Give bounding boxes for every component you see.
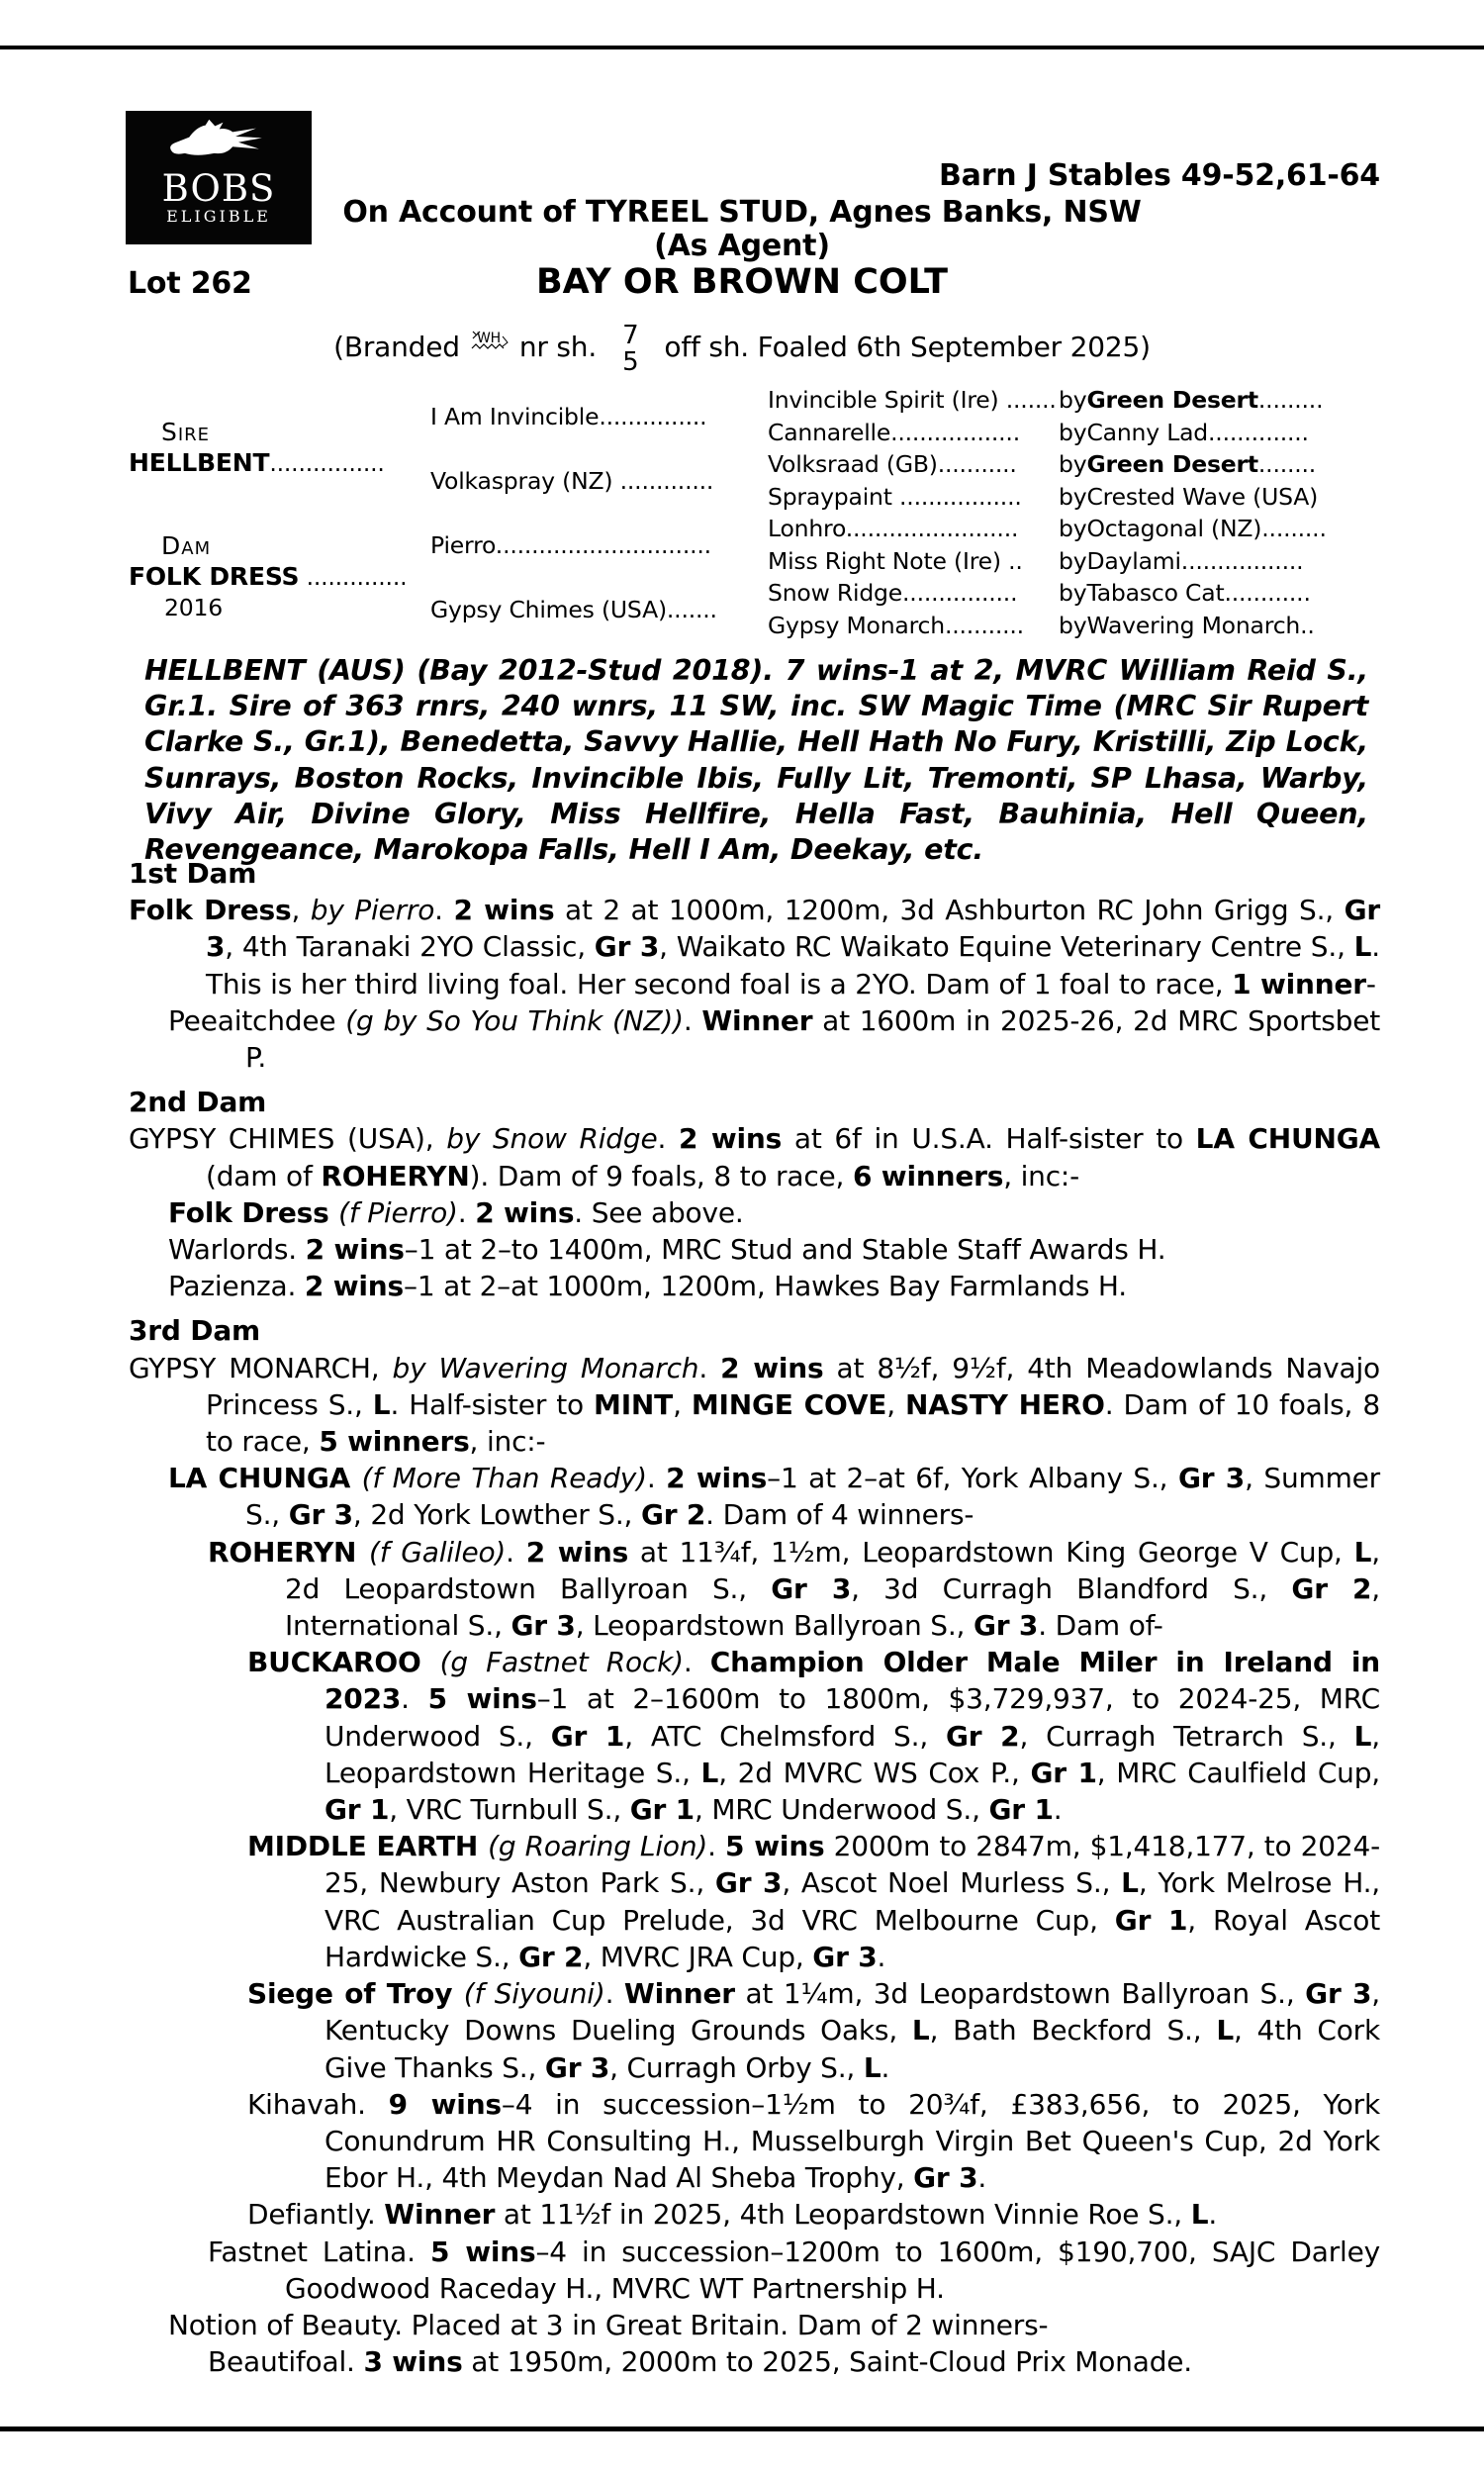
text-run: , <box>673 1387 692 1421</box>
by-text: by <box>1059 546 1087 575</box>
text-run: –4 in succession–1200m to 1600m, $190,700, SAJC Darley Goodwood Raceday H., MVRC WT Partnership H. <box>285 2235 1380 2305</box>
text-run: MINGE COVE <box>691 1387 887 1421</box>
text-run: , International S., <box>285 1571 1380 1643</box>
text-run: 5 wins <box>429 2235 536 2268</box>
top-rule <box>0 46 1484 49</box>
text-run: Gr 3 <box>1305 1977 1372 2011</box>
text-run: ). Dam of 9 foals, 8 to race, <box>469 1159 853 1192</box>
text-run: by Snow Ridge <box>446 1122 658 1156</box>
text-run: L <box>1353 1535 1372 1569</box>
text-run: Notion of Beauty. Placed at 3 in Great Britain. Dam of 2 winners- <box>168 2308 1049 2341</box>
text-run: Gr 3 <box>288 1498 353 1532</box>
dam-year: 2016 <box>164 594 224 621</box>
text-run: , Kentucky Downs Dueling Grounds Oaks, <box>325 1977 1380 2047</box>
text-run: –1 at 2–1600m to 1800m, $3,729,937, to 2024-25, MRC Underwood S., <box>325 1682 1380 1753</box>
page-title: BAY OR BROWN COLT <box>535 262 949 302</box>
brand-number-fraction <box>622 323 638 376</box>
text-run: L <box>911 2014 930 2047</box>
text-run: at 8½f, 9½f, 4th Meadowlands Navajo Princess S., <box>206 1351 1380 1421</box>
branded-near-shoulder: nr sh. <box>518 330 598 363</box>
text-run: L <box>372 1387 391 1421</box>
text-run: 1 winner <box>1232 967 1366 1000</box>
entry-peeaitchdee <box>129 1002 1380 1076</box>
text-run: . <box>881 2050 890 2084</box>
leader-dots: ............ <box>1224 579 1311 608</box>
text-run: Defiantly. <box>247 2198 385 2232</box>
text-run: , Curragh Tetrarch S., <box>1019 1719 1354 1753</box>
text-run: . <box>457 1195 476 1229</box>
text-run: Gr 3 <box>771 1571 852 1605</box>
leader-dots: ................. <box>1180 546 1304 575</box>
text-run: . <box>401 1682 428 1716</box>
text-run: (f Siyouni) <box>463 1977 605 2011</box>
branded-line <box>0 313 1484 380</box>
sire-name-text: HELLBENT <box>129 448 270 477</box>
by-text: by <box>1059 386 1087 415</box>
text-run: Winner <box>623 1977 735 2011</box>
text-run: 2 wins <box>678 1122 783 1156</box>
text-run: Gr 1 <box>1030 1756 1097 1789</box>
text-run: L <box>1216 2014 1234 2047</box>
text-run: Winner <box>701 1003 813 1037</box>
text-run: –1 at 2–to 1400m, MRC Stud and Stable Staff Awards H. <box>404 1233 1166 1267</box>
text-run: , Leopardstown Ballyroan S., <box>575 1609 974 1643</box>
text-run: (dam of <box>206 1159 322 1192</box>
text-run: Gr 1 <box>1114 1903 1188 1937</box>
text-run: Pazienza. <box>168 1270 305 1303</box>
text-run: Gr 2 <box>518 1940 584 1973</box>
gen3-sired-by <box>1059 577 1380 610</box>
text-run: Gr 2 <box>1291 1571 1372 1605</box>
dam-section-heading: 3rd Dam <box>129 1314 260 1348</box>
text-run: GYPSY CHIMES (USA), <box>129 1122 447 1156</box>
text-run: MIDDLE EARTH <box>247 1830 489 1863</box>
text-run: Siege of Troy <box>247 1977 464 2011</box>
text-run: at 11¾f, 1½m, Leopardstown King George V Cup, <box>628 1535 1354 1569</box>
text-run: BUCKAROO <box>247 1646 440 1679</box>
agent-line: (As Agent) <box>654 229 830 263</box>
text-run: , 2d Leopardstown Ballyroan S., <box>285 1535 1380 1605</box>
text-run: . This is her third living foal. Her second foal is a 2YO. Dam of 1 foal to race, <box>206 930 1380 1000</box>
horse-head-icon <box>149 119 288 170</box>
text-run: 2 wins <box>475 1195 575 1229</box>
gen3-ancestor: Spraypaint ................. <box>768 482 1022 511</box>
text-run: . Half-sister to <box>390 1387 595 1421</box>
by-text: by <box>1059 515 1087 543</box>
text-run: , 4th Cork Give Thanks S., <box>325 2014 1380 2084</box>
gen3-ancestor: Snow Ridge................ <box>768 579 1018 608</box>
text-run: , ATC Chelmsford S., <box>624 1719 946 1753</box>
by-text: by <box>1059 450 1087 479</box>
text-run: L <box>700 1756 719 1789</box>
text-run: . <box>707 1830 725 1863</box>
text-run: Gr 3 <box>544 2050 610 2084</box>
entry-defiantly <box>129 2196 1380 2233</box>
text-run: . Dam of 4 winners- <box>705 1498 974 1532</box>
gen3-sire-name: Wavering Monarch <box>1086 611 1301 639</box>
entry-middle-earth <box>129 1828 1380 1975</box>
text-run: , inc:- <box>1003 1159 1080 1192</box>
gen3-ancestor: Miss Right Note (Ire) .. <box>768 546 1023 575</box>
barn-stables-line: Barn J Stables 49-52,61-64 <box>938 158 1380 193</box>
text-run: Kihavah. <box>247 2087 389 2121</box>
text-run: , MRC Caulfield Cup, <box>1096 1756 1380 1789</box>
entry-beautifoal <box>129 2343 1380 2380</box>
text-run: , Bath Beckford S., <box>929 2014 1217 2047</box>
text-run: 5 wins <box>427 1682 537 1716</box>
gen3-sire-name: Green Desert <box>1086 450 1258 479</box>
text-run: L <box>1353 930 1372 964</box>
gen3-sired-by <box>1059 610 1380 642</box>
entry-la-chunga <box>129 1460 1380 1533</box>
text-run: Gr 3 <box>714 1866 783 1900</box>
gen3-sire-name: Tabasco Cat <box>1086 579 1225 608</box>
gen3-sire-name: Daylami <box>1086 546 1181 575</box>
dam-label: Dam <box>161 531 212 560</box>
gen3-sired-by <box>1059 417 1380 449</box>
brand-mark-icon <box>470 327 510 358</box>
dam-name <box>129 561 407 593</box>
brand-mark-text: WH <box>476 331 501 346</box>
text-run: L <box>1190 2198 1209 2232</box>
dam-cell <box>129 513 430 641</box>
text-run: L <box>1353 1719 1372 1753</box>
gen3-ancestor: Invincible Spirit (Ire) ....... <box>768 386 1057 415</box>
entry-folk-dress-2 <box>129 1194 1380 1231</box>
text-run: . <box>1053 1793 1063 1827</box>
entry-pazienza <box>129 1268 1380 1304</box>
text-run: Gr 1 <box>325 1793 390 1827</box>
gen3-sired-by <box>1059 545 1380 578</box>
text-run: (f Pierro) <box>338 1195 458 1229</box>
text-run: . See above. <box>574 1195 744 1229</box>
gen3-ancestor: Volksraad (GB)........... <box>768 450 1017 479</box>
text-run: Gr 3 <box>206 894 1381 964</box>
text-run: . <box>657 1122 679 1156</box>
text-run: , 4th Taranaki 2YO Classic, <box>225 930 595 964</box>
text-run: at 6f in U.S.A. Half-sister to <box>782 1122 1196 1156</box>
text-run: at 2 at 1000m, 1200m, 3d Ashburton RC John Grigg S., <box>554 894 1345 927</box>
text-run: at 1600m in 2025-26, 2d MRC Sportsbet P. <box>245 1003 1380 1075</box>
text-run: 2 wins <box>453 894 555 927</box>
text-run: ROHERYN <box>208 1535 369 1569</box>
text-run: Folk Dress <box>168 1195 339 1229</box>
text-run: 2 wins <box>304 1270 405 1303</box>
sire-cell <box>129 384 430 513</box>
gen3-sire-name: Octagonal (NZ) <box>1086 515 1262 543</box>
text-run: , Waikato RC Waikato Equine Veterinary Centre S., <box>659 930 1354 964</box>
text-run: at 11½f in 2025, 4th Leopardstown Vinnie Roe S., <box>495 2198 1191 2232</box>
logo-text-bobs: BOBS <box>161 167 276 210</box>
text-run: 2 wins <box>666 1462 768 1495</box>
leader-dots: ................ <box>269 449 385 477</box>
text-run: by Wavering Monarch <box>392 1351 699 1384</box>
text-run: (f More Than Ready) <box>361 1462 647 1495</box>
gen3-sire-name: Canny Lad <box>1086 418 1209 446</box>
text-run: –4 in succession–1½m to 20¾f, £383,656, to 2025, York Conundrum HR Consulting H., Musselburgh Virgin Bet Queen's Cup, 2d York Ebor H., 4th Meydan Nad Al Sheba Trophy, <box>325 2087 1380 2195</box>
dam-section-heading: 1st Dam <box>129 857 257 890</box>
text-run: . <box>877 1940 886 1973</box>
text-run: at 1¼m, 3d Leopardstown Ballyroan S., <box>734 1977 1306 2011</box>
by-text: by <box>1059 611 1087 639</box>
text-run: Gr 2 <box>945 1719 1020 1753</box>
text-run: 2 wins <box>305 1233 405 1267</box>
gen3-sire-name: Green Desert <box>1086 386 1258 415</box>
dam-section-heading: 2nd Dam <box>129 1086 267 1119</box>
gen3-ancestor: Cannarelle.................. <box>768 418 1020 446</box>
text-run: 5 winners <box>319 1425 470 1459</box>
text-run: , <box>291 894 311 927</box>
text-run: - <box>1365 967 1376 1000</box>
branded-prefix: (Branded <box>333 330 460 363</box>
text-run: by Pierro <box>310 894 435 927</box>
text-run: GYPSY MONARCH, <box>129 1351 393 1384</box>
text-run: MINT <box>594 1387 674 1421</box>
entry-siege-of-troy <box>129 1975 1380 2086</box>
text-run: –1 at 2–at 1000m, 1200m, Hawkes Bay Farmlands H. <box>404 1270 1127 1303</box>
text-run: –1 at 2–at 6f, York Albany S., <box>767 1462 1178 1495</box>
text-run: 2000m to 2847m, $1,418,177, to 2024-25, Newbury Aston Park S., <box>325 1830 1380 1900</box>
text-run: , 2d York Lowther S., <box>352 1498 641 1532</box>
text-run: Gr 1 <box>629 1793 695 1827</box>
leader-dots: .............. <box>1208 418 1309 446</box>
gen3-sired-by <box>1059 384 1380 417</box>
text-run: Gr 3 <box>812 1940 878 1973</box>
text-run: (g by So You Think (NZ)) <box>345 1003 684 1037</box>
entry-gypsy-chimes <box>129 1120 1380 1193</box>
leader-dots: ......... <box>1257 386 1324 415</box>
sire-summary-paragraph <box>144 653 1368 868</box>
text-run: , Royal Ascot Hardwicke S., <box>325 1903 1380 1973</box>
entry-folk-dress <box>129 892 1380 1002</box>
text-run: , Curragh Orby S., <box>609 2050 864 2084</box>
text-run: Beautifoal. <box>208 2345 364 2379</box>
text-run: 9 wins <box>388 2087 502 2121</box>
text-run: . <box>698 1351 721 1384</box>
text-run: Gr 3 <box>1177 1462 1246 1495</box>
gen3-ancestor: Gypsy Monarch........... <box>768 611 1024 639</box>
by-text: by <box>1059 579 1087 608</box>
by-text: by <box>1059 418 1087 446</box>
text-run: . <box>683 1646 710 1679</box>
entry-warlords <box>129 1231 1380 1268</box>
by-text: by <box>1059 482 1087 511</box>
pedigree-table <box>129 384 1380 641</box>
gen3-sired-by <box>1059 481 1380 514</box>
gen2-ancestor: Gypsy Chimes (USA)....... <box>430 595 717 623</box>
text-run: Warlords. <box>168 1233 306 1267</box>
text-run: 6 winners <box>852 1159 1004 1192</box>
text-run: Peeaitchdee <box>168 1003 346 1037</box>
text-run: , <box>886 1387 906 1421</box>
text-run: L <box>863 2050 881 2084</box>
text-run: Gr 3 <box>594 930 660 964</box>
leader-dots: ........ <box>1257 450 1317 479</box>
dam-name-text: FOLK DRESS <box>129 562 300 591</box>
text-run: , MVRC JRA Cup, <box>583 1940 813 1973</box>
gen3-sire-name: Crested Wave (USA) <box>1086 482 1319 511</box>
text-run: ROHERYN <box>321 1159 470 1192</box>
sire-name <box>129 447 385 479</box>
text-run: Fastnet Latina. <box>208 2235 430 2268</box>
text-run: Gr 3 <box>973 1609 1039 1643</box>
text-run: , 3d Curragh Blandford S., <box>851 1571 1292 1605</box>
text-run: Gr 1 <box>550 1719 625 1753</box>
text-run: 2 wins <box>525 1535 629 1569</box>
text-run: (g Fastnet Rock) <box>439 1646 684 1679</box>
dam-families <box>129 855 1380 2380</box>
text-run: , MRC Underwood S., <box>694 1793 989 1827</box>
leader-dots: ......... <box>1261 515 1327 543</box>
entry-gypsy-monarch <box>129 1350 1380 1461</box>
text-run: Winner <box>384 2198 496 2232</box>
text-run: Gr 1 <box>988 1793 1054 1827</box>
bottom-rule <box>0 2426 1484 2431</box>
text-run: . Dam of- <box>1038 1609 1163 1643</box>
text-run: Folk Dress <box>129 894 292 927</box>
text-run: , 2d MVRC WS Cox P., <box>718 1756 1031 1789</box>
entry-notion-of-beauty <box>129 2307 1380 2343</box>
text-run: , VRC Turnbull S., <box>389 1793 630 1827</box>
sire-label: Sire <box>161 418 211 446</box>
branded-suffix: off sh. Foaled 6th September 2025) <box>664 330 1151 363</box>
lot-number: Lot 262 <box>128 266 252 301</box>
gen3-sired-by <box>1059 513 1380 545</box>
text-run: Gr 3 <box>913 2161 978 2195</box>
entry-fastnet-latina <box>129 2234 1380 2307</box>
text-run: at 1950m, 2000m to 2025, Saint-Cloud Prix Monade. <box>462 2345 1192 2379</box>
text-run: . <box>977 2161 987 2195</box>
text-run: (f Galileo) <box>369 1535 507 1569</box>
leader-dots: .. <box>1300 611 1315 639</box>
logo-text-eligible: ELIGIBLE <box>166 207 271 226</box>
text-run: . <box>646 1462 667 1495</box>
text-run: . <box>683 1003 702 1037</box>
brand-number-bottom: 5 <box>622 347 639 377</box>
text-run: 3 wins <box>363 2345 463 2379</box>
text-run: , Leopardstown Heritage S., <box>325 1719 1380 1789</box>
entry-kihavah <box>129 2086 1380 2197</box>
text-run: 5 wins <box>724 1830 825 1863</box>
text-run: . <box>434 894 454 927</box>
text-run: . <box>506 1535 526 1569</box>
gen2-ancestor: Pierro.............................. <box>430 530 711 559</box>
entry-buckaroo <box>129 1644 1380 1828</box>
vendor-line: On Account of TYREEL STUD, Agnes Banks, NSW <box>342 195 1142 230</box>
text-run: , Ascot Noel Murless S., <box>782 1866 1122 1900</box>
gen2-ancestor: Volkaspray (NZ) ............. <box>430 466 714 495</box>
gen3-ancestor: Lonhro........................ <box>768 515 1019 543</box>
text-run: . <box>1208 2198 1218 2232</box>
text-run: LA CHUNGA <box>168 1462 362 1495</box>
text-run: . <box>604 1977 624 2011</box>
entry-roheryn <box>129 1534 1380 1645</box>
leader-dots: .............. <box>299 563 408 591</box>
text-run: , inc:- <box>469 1425 546 1459</box>
text-run: . Dam of 10 foals, 8 to race, <box>206 1387 1380 1459</box>
text-run: Champion Older Male Miler in Ireland in 2023 <box>325 1646 1381 1716</box>
brand-number-top: 7 <box>622 321 639 350</box>
gen2-ancestor: I Am Invincible............... <box>430 402 707 430</box>
text-run: 2 wins <box>720 1351 824 1384</box>
text-run: (g Roaring Lion) <box>488 1830 708 1863</box>
text-run: NASTY HERO <box>905 1387 1105 1421</box>
gen3-sired-by <box>1059 448 1380 481</box>
text-run: Gr 2 <box>640 1498 706 1532</box>
text-run: , York Melrose H., VRC Australian Cup Prelude, 3d VRC Melbourne Cup, <box>325 1866 1380 1937</box>
text-run: HELLBENT (AUS) (Bay 2012-Stud 2018). 7 wins-1 at 2, MVRC William Reid S., Gr.1. Sire of 363 rnrs, 240 wnrs, 11 SW, inc. SW Magic Time (MRC Sir Rupert Clarke S., Gr.1), Benedetta, Savvy Hallie, Hell Hath No Fury, Kristilli, Zip Lock, Sunrays, Boston Rocks, Invincible Ibis, Fully Lit, Tremonti, SP Lhasa, Warby, Vivy Air, Divine Glory, Miss Hellfire, Hella Fast, Bauhinia, Hell Queen, Revengeance, Marokopa Falls, Hell I Am, Deekay, etc. <box>144 654 1368 867</box>
text-run: L <box>1121 1866 1139 1900</box>
text-run: LA CHUNGA <box>1195 1122 1381 1156</box>
text-run: Gr 3 <box>510 1609 576 1643</box>
text-run: , Summer S., <box>245 1462 1380 1532</box>
